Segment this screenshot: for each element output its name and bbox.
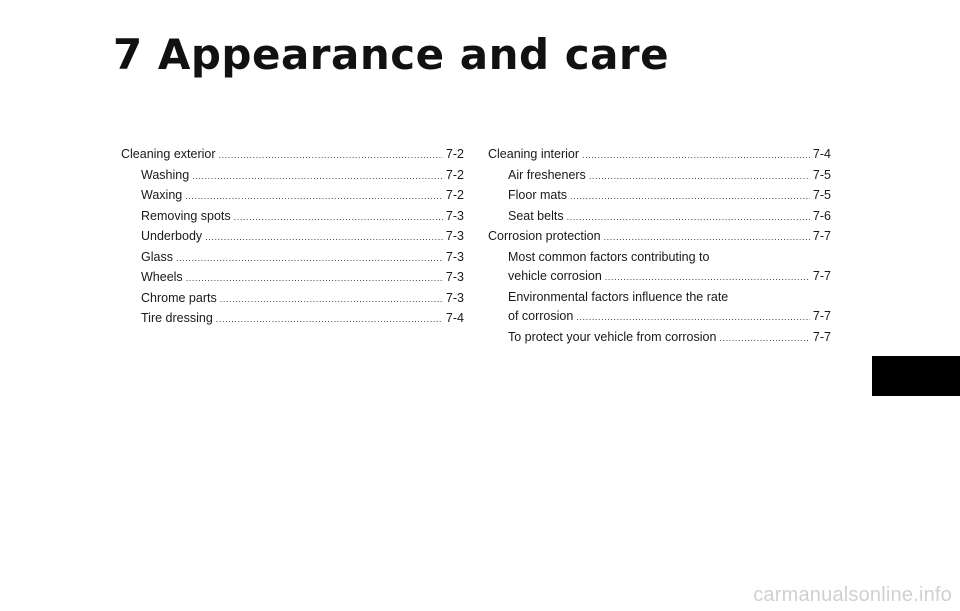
toc-entry-label: Seat belts — [508, 208, 564, 223]
toc-entry-label: Washing — [141, 167, 190, 182]
toc-entry[interactable] — [488, 166, 831, 187]
dot-leader — [176, 249, 443, 269]
toc-entry-label: To protect your vehicle from corrosion — [508, 329, 717, 344]
chapter-title: 7 Appearance and care — [113, 30, 670, 79]
dot-leader — [570, 187, 810, 207]
dot-leader — [582, 146, 810, 166]
toc-entry[interactable] — [488, 145, 831, 166]
toc-entry[interactable] — [121, 309, 464, 330]
toc-entry[interactable] — [121, 207, 464, 228]
dot-leader — [219, 146, 443, 166]
toc-entry-page: 7-7 — [812, 269, 831, 283]
dot-leader — [604, 228, 810, 248]
toc-entry-label: Tire dressing — [141, 311, 213, 325]
toc-entry-label: Corrosion protection — [488, 229, 601, 243]
toc-entry-page: 7-2 — [445, 167, 464, 182]
toc-entry-label: Chrome parts — [141, 290, 217, 305]
dot-leader — [192, 167, 443, 187]
toc-entry[interactable] — [121, 268, 464, 289]
toc-entry-label: Floor mats — [508, 188, 568, 202]
dot-leader — [186, 269, 443, 289]
toc-entry-label: Cleaning interior — [488, 147, 580, 161]
dot-leader — [719, 329, 810, 349]
toc-entry-multiline[interactable] — [488, 248, 831, 288]
toc-entry-page: 7-7 — [812, 309, 831, 323]
toc-entry[interactable] — [121, 289, 464, 310]
dot-leader — [589, 167, 810, 187]
toc-left-column — [121, 145, 464, 330]
toc-entry-label: Glass — [141, 249, 173, 264]
toc-entry-label: Waxing — [141, 188, 183, 202]
toc-entry-page: 7-7 — [812, 229, 831, 243]
toc-entry-label: Underbody — [141, 229, 203, 243]
toc-right-column — [488, 145, 831, 348]
toc-entry-page: 7-4 — [445, 311, 464, 325]
dot-leader — [576, 308, 810, 328]
toc-entry-page: 7-3 — [445, 229, 464, 243]
toc-entry-page: 7-3 — [445, 270, 464, 284]
dot-leader — [205, 228, 443, 248]
dot-leader — [567, 208, 810, 228]
dot-leader — [220, 290, 443, 310]
dot-leader — [605, 268, 810, 288]
toc-entry[interactable] — [488, 186, 831, 207]
toc-entry-label: vehicle corrosion — [508, 269, 602, 283]
watermark: carmanualsonline.info — [753, 584, 952, 606]
toc-entry[interactable] — [488, 207, 831, 228]
toc-entry-label: of corrosion — [508, 309, 574, 323]
toc-entry[interactable] — [121, 145, 464, 166]
toc-entry-page: 7-5 — [812, 188, 831, 202]
toc-entry-label: Wheels — [141, 270, 183, 284]
toc-entry-label: Removing spots — [141, 208, 231, 223]
toc-entry-label-line1: Most common factors contributing to — [508, 249, 710, 264]
toc-entry[interactable] — [121, 227, 464, 248]
chapter-thumb-tab — [872, 356, 960, 396]
toc-entry[interactable] — [488, 227, 831, 248]
toc-entry-page: 7-5 — [812, 167, 831, 182]
toc-entry-page: 7-4 — [812, 147, 831, 161]
toc-entry-multiline[interactable] — [488, 288, 831, 328]
dot-leader — [185, 187, 443, 207]
dot-leader — [234, 208, 443, 228]
toc-entry-label-line1: Environmental factors influence the rate — [508, 289, 729, 304]
toc-entry-page: 7-7 — [812, 329, 831, 344]
toc-entry-page: 7-3 — [445, 290, 464, 305]
toc-entry[interactable] — [121, 166, 464, 187]
toc-entry-label: Cleaning exterior — [121, 147, 216, 161]
toc-entry[interactable] — [121, 248, 464, 269]
toc-entry-page: 7-3 — [445, 208, 464, 223]
toc-entry-page: 7-2 — [445, 188, 464, 202]
toc-entry-page: 7-2 — [445, 147, 464, 161]
dot-leader — [216, 310, 443, 330]
toc-entry[interactable] — [121, 186, 464, 207]
toc-entry[interactable] — [488, 328, 831, 349]
toc-entry-label: Air fresheners — [508, 167, 586, 182]
toc-entry-page: 7-6 — [812, 208, 831, 223]
toc-entry-page: 7-3 — [445, 249, 464, 264]
